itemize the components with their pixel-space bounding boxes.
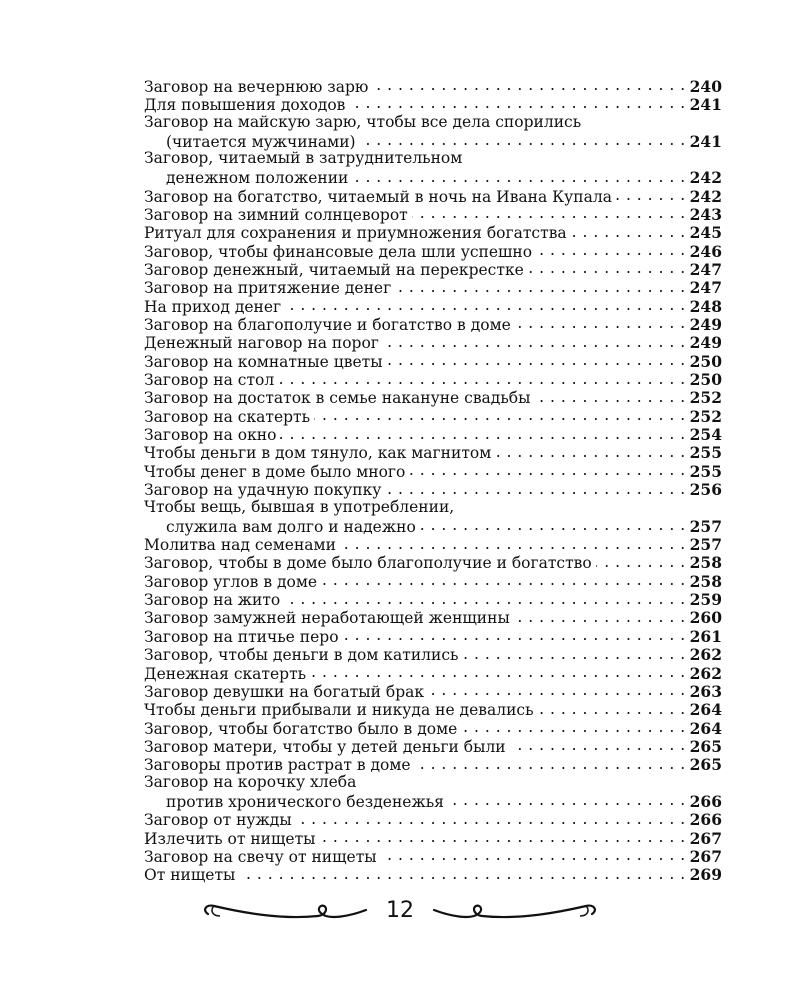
dot-leader (372, 76, 685, 92)
toc-entry-page: 240 (689, 76, 722, 96)
toc-entry-page: 266 (689, 791, 722, 811)
toc-entry (144, 553, 722, 571)
toc-entry-page: 263 (689, 681, 722, 701)
toc-entry-title: Чтобы деньги прибывали и никуда не девались (144, 701, 534, 720)
toc-entry-page: 246 (689, 241, 722, 261)
toc-entry (144, 351, 722, 369)
dot-leader (239, 865, 685, 881)
dot-leader (495, 443, 685, 459)
toc-entry-title: Заговор, чтобы деньги в дом катились (144, 646, 459, 665)
toc-entry-title: Заговор на благополучие и богатство в доме (144, 315, 511, 334)
toc-entry-title: Заговор на стол (144, 371, 275, 389)
toc-entry-page: 261 (689, 626, 722, 646)
dot-leader (538, 700, 686, 716)
toc-entry-title: Заговор на птичье перо (144, 627, 339, 646)
dot-leader (314, 406, 686, 422)
toc-entry-title: Ритуал для сохранения и приумножения богатства (144, 224, 567, 243)
dot-leader (383, 333, 686, 349)
toc-entry-page: 248 (689, 296, 722, 316)
toc-entry-page: 262 (689, 663, 722, 683)
dot-leader (534, 388, 685, 404)
toc-entry-title: Заговор денежный, читаемый на перекрестке (144, 260, 524, 279)
toc-entry (144, 645, 722, 663)
toc-entry-title: Заговор на удачную покупку (144, 481, 382, 500)
toc-entry (144, 736, 722, 754)
toc-entry (144, 296, 722, 314)
dot-leader (514, 608, 686, 624)
toc-entry (144, 480, 722, 498)
dot-leader (310, 663, 686, 679)
toc-entry (144, 755, 722, 773)
dot-leader (415, 755, 686, 771)
right-flourish-icon (430, 900, 600, 930)
toc-entry-page: 250 (689, 370, 722, 389)
toc-entry (144, 76, 722, 94)
toc-entry (144, 223, 722, 241)
toc-entry (144, 406, 722, 424)
dot-leader (571, 223, 686, 239)
dot-leader (409, 461, 685, 477)
toc-entry-page: 252 (689, 406, 722, 426)
dot-leader (420, 516, 686, 532)
dot-leader (320, 828, 686, 844)
toc-entry-title: Заговор, читаемый в затруднительном (144, 149, 463, 168)
toc-entry-title: На приход денег (144, 297, 282, 316)
toc-entry-title: Заговор девушки на богатый брак (144, 682, 425, 701)
toc-entry-page: 265 (689, 755, 722, 775)
toc-entry-page: 252 (689, 388, 722, 408)
toc-entry (144, 590, 722, 608)
dot-leader (385, 480, 685, 496)
toc-entry-page: 255 (689, 443, 722, 463)
toc-entry-page: 257 (689, 516, 722, 536)
toc-entry (144, 388, 722, 406)
toc-entry (144, 131, 722, 149)
toc-entry (144, 443, 722, 461)
toc-entry (144, 149, 722, 167)
dot-leader (340, 535, 686, 551)
dot-leader (616, 186, 686, 202)
toc-entry-title: Заговор матери, чтобы у детей деньги были (144, 737, 506, 756)
toc-entry-title: денежном положении (166, 169, 349, 188)
toc-entry (144, 425, 722, 443)
toc-entry (144, 608, 722, 626)
page-footer (200, 894, 600, 934)
dot-leader (343, 626, 686, 642)
toc-entry-title: Заговор на свечу от нищеты (144, 847, 377, 866)
toc-entry (144, 241, 722, 259)
toc-entry (144, 700, 722, 718)
toc-entry-title: Заговор на зимний солнцеворот (144, 205, 408, 224)
toc-entry (144, 370, 722, 388)
dot-leader (428, 681, 686, 697)
toc-entry-page: 247 (689, 259, 722, 279)
toc-entry (144, 535, 722, 553)
toc-entry-title: Денежный наговор на порог (144, 334, 379, 353)
toc-entry (144, 663, 722, 681)
dot-leader (285, 296, 685, 312)
table-of-contents (144, 76, 722, 883)
toc-entry-page: 266 (689, 810, 722, 830)
dot-leader (462, 645, 685, 661)
toc-entry-title: Заговор на достаток в семье накануне свадьбы (144, 389, 531, 408)
toc-entry (144, 168, 722, 186)
toc-entry-page: 255 (689, 461, 722, 481)
dot-leader (596, 553, 686, 569)
toc-entry-title: Денежная скатерть (144, 664, 307, 683)
toc-entry (144, 571, 722, 589)
toc-entry-title: Излечить от нищеты (144, 829, 316, 848)
toc-entry-title: Заговор на вечернюю зарю (144, 77, 369, 96)
toc-entry-title: Заговор на скатерть (144, 407, 311, 426)
toc-entry-title: против хронического безденежья (166, 792, 444, 811)
toc-entry-title: Заговор замужней неработающей женщины (144, 609, 510, 628)
toc-entry-page: 249 (689, 333, 722, 353)
toc-entry (144, 278, 722, 296)
toc-entry-title: Заговор от нужды (144, 811, 292, 830)
dot-leader (349, 94, 685, 110)
dot-leader (412, 204, 686, 220)
toc-entry-title: Заговор на майскую зарю, чтобы все дела спорились (144, 112, 582, 131)
dot-leader (352, 168, 685, 184)
toc-entry (144, 113, 722, 131)
toc-entry-title: Заговор на комнатные цветы (144, 352, 383, 371)
toc-entry-title: Чтобы деньги в дом тянуло, как магнитом (144, 444, 492, 463)
toc-entry-title: Чтобы вещь, бывшая в употреблении, (144, 497, 455, 516)
dot-leader (448, 791, 686, 807)
toc-entry-page: 245 (689, 223, 722, 243)
toc-entry-title: Заговор на богатство, читаемый в ночь на Ивана Купала (144, 187, 612, 206)
dot-leader (284, 590, 685, 606)
toc-entry-page: 267 (689, 846, 722, 866)
toc-entry-page: 257 (689, 535, 722, 555)
toc-entry (144, 333, 722, 351)
dot-leader (280, 425, 685, 441)
toc-entry-title: Заговор, чтобы финансовые дела шли успешно (144, 242, 533, 261)
toc-entry (144, 773, 722, 791)
toc-entry (144, 846, 722, 864)
toc-entry-page: 258 (689, 553, 722, 573)
dot-leader (515, 314, 686, 330)
toc-entry-title: От нищеты (144, 866, 236, 885)
toc-entry (144, 516, 722, 534)
toc-entry-page: 242 (689, 168, 722, 188)
toc-entry-title: Заговор на притяжение денег (144, 279, 392, 298)
toc-entry-page: 260 (689, 608, 722, 628)
dot-leader (360, 131, 686, 147)
toc-entry-page: 264 (689, 700, 722, 720)
toc-entry-title: Заговор, чтобы богатство было в доме (144, 719, 458, 738)
toc-entry-page: 259 (689, 590, 722, 610)
toc-entry (144, 791, 722, 809)
dot-leader (461, 718, 685, 734)
toc-entry-title: Заговор углов в доме (144, 572, 318, 591)
toc-entry-page: 267 (689, 828, 722, 848)
toc-entry-page: 243 (689, 204, 722, 224)
dot-leader (381, 846, 686, 862)
toc-entry-page: 254 (689, 425, 722, 445)
toc-entry-page: 242 (689, 186, 722, 206)
toc-entry-page: 258 (689, 571, 722, 591)
dot-leader (278, 370, 685, 386)
dot-leader (296, 810, 686, 826)
toc-entry-title: Заговор на корочку хлеба (144, 773, 357, 792)
toc-entry-page: 269 (689, 865, 722, 885)
toc-entry-title: Молитва над семенами (144, 536, 336, 555)
toc-entry-page: 262 (689, 645, 722, 665)
toc-entry-title: (читается мужчинами) (166, 132, 356, 151)
toc-entry-page: 265 (689, 736, 722, 756)
toc-entry (144, 718, 722, 736)
toc-entry-page: 249 (689, 314, 722, 334)
toc-entry (144, 204, 722, 222)
dot-leader (387, 351, 686, 367)
toc-entry-page: 247 (689, 278, 722, 298)
toc-entry (144, 810, 722, 828)
toc-entry-title: Для повышения доходов (144, 95, 346, 114)
dot-leader (510, 736, 686, 752)
toc-entry (144, 461, 722, 479)
dot-leader (528, 259, 686, 275)
toc-entry-title: Заговор на окно (144, 426, 277, 445)
toc-entry (144, 186, 722, 204)
toc-entry (144, 498, 722, 516)
dot-leader (321, 571, 686, 587)
toc-entry-page: 241 (689, 94, 722, 114)
dot-leader (536, 241, 686, 257)
toc-entry-page: 250 (689, 351, 722, 371)
toc-entry-page: 256 (689, 480, 722, 500)
toc-entry-page: 264 (689, 718, 722, 738)
toc-entry (144, 314, 722, 332)
toc-entry (144, 94, 722, 112)
toc-entry-title: Заговор, чтобы в доме было благополучие и богатство (144, 554, 592, 573)
toc-entry (144, 626, 722, 644)
page-number: 12 (386, 898, 414, 923)
toc-entry (144, 865, 722, 883)
toc-entry-title: Заговоры против растрат в доме (144, 756, 411, 775)
toc-entry-page: 241 (689, 131, 722, 151)
toc-entry-title: Чтобы денег в доме было много (144, 462, 406, 481)
toc-entry (144, 681, 722, 699)
dot-leader (395, 278, 685, 294)
toc-entry (144, 259, 722, 277)
toc-entry-title: Заговор на жито (144, 591, 281, 610)
toc-entry (144, 828, 722, 846)
toc-entry-title: служила вам долго и надежно (166, 517, 416, 536)
